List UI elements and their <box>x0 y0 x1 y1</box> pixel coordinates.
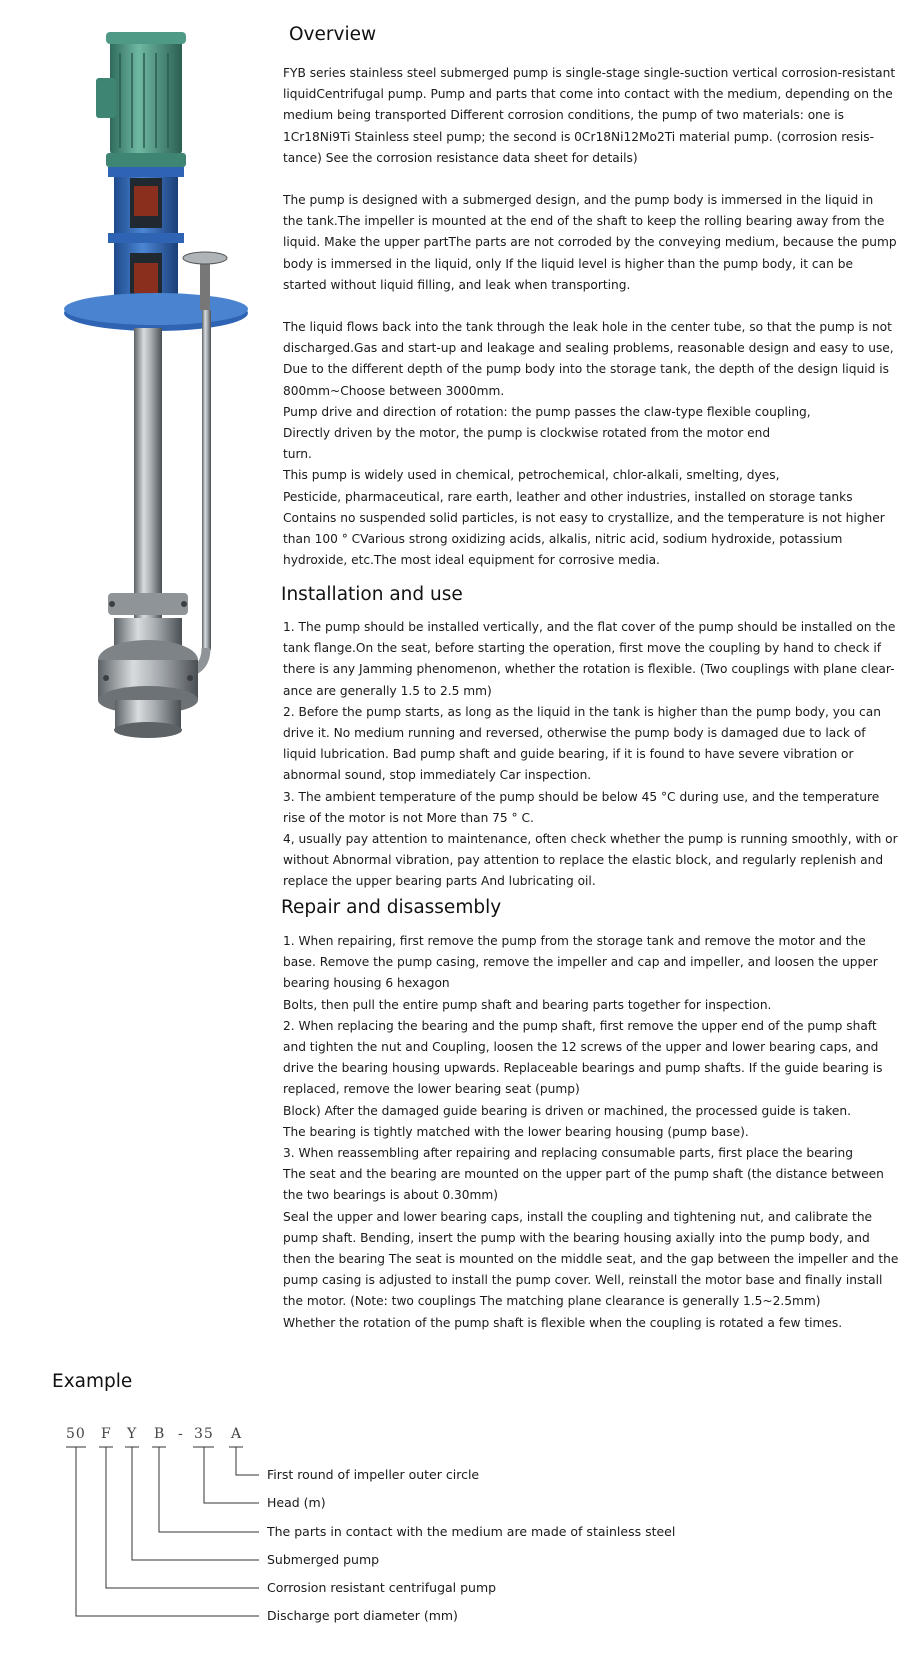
legend-stainless-steel: The parts in contact with the medium are made of stainless steel <box>267 1524 676 1539</box>
legend-impeller-outer-circle: First round of impeller outer circle <box>267 1467 480 1482</box>
code-35: 35 <box>194 1426 214 1442</box>
pump-image <box>60 28 270 768</box>
legend-submerged-pump: Submerged pump <box>267 1552 380 1567</box>
overview-paragraph-1: FYB series stainless steel submerged pump is single-stage single-suction vertical corrosion-resistant liquidCentrifugal pump. Pump and parts that come into contact with the medium, depending on the medium being transported Different corrosion conditions, the pump of two materials: one is 1Cr18Ni9Ti Stainless steel pump; the second is 0Cr18Ni12Mo2Ti material pump. (corrosion resis- tance) See the corrosion resistance data sheet for details) <box>283 66 896 165</box>
repair-heading: Repair and disassembly <box>281 897 502 918</box>
code-f: F <box>101 1426 112 1442</box>
overview-paragraph-3: The liquid flows back into the tank through the leak hole in the center tube, so that the pump is not discharged.Gas and start-up and leakage and sealing problems, reasonable design and easy to use, Due to the different depth of the pump body into the storage tank, the depth of the design liquid is 800mm~Choose between 3000mm. Pump drive and direction of rotation: the pump passes the claw-type flexible coupling, Directly driven by the motor, the pump is clockwise rotated from the motor end turn. This pump is widely used in chemical, petrochemical, chlor-alkali, smelting, dyes, Pesticide, pharmaceutical, rare earth, leather and other industries, installed on storage tanks Contains no suspended solid particles, is not easy to crystallize, and the temperature is not higher than 100 ° CVarious strong oxidizing acids, alkalis, nitric acid, sodium hydroxide, potassium hydroxide, etc.The most ideal equipment for corrosive media. <box>283 320 894 568</box>
repair-text: 1. When repairing, first remove the pump from the storage tank and remove the motor and the base. Remove the pump casing, remove the impeller and cap and impeller, and loosen the upper bearing housing 6 hexagon Bolts, then pull the entire pump shaft and bearing parts together for inspection. 2. When replacing the bearing and the pump shaft, first remove the upper end of the pump shaft and tighten the nut and Coupling, loosen the 12 screws of the upper and lower bearing caps, and drive the bearing housing upwards. Replaceable bearings and pump shafts. If the guide bearing is replaced, remove the lower bearing seat (pump) Block) After the damaged guide bearing is driven or machined, the processed guide is taken. The bearing is tightly matched with the lower bearing housing (pump base). 3. When reassembling after repairing and replacing consumable parts, first place the bearing The seat and the bearing are mounted on the upper part of the pump shaft (the distance between the two bearings is about 0.30mm) Seal the upper and lower bearing caps, install the coupling and tightening nut, and calibrate the pump shaft. Bending, insert the pump with the bearing housing axially into the pump body, and then the bearing The seat is mounted on the middle seat, and the gap between the impeller and the pump casing is adjusted to install the pump cover. Well, reinstall the motor base and finally install the motor. (Note: two couplings The matching plane clearance is generally 1.5~2.5mm) Whether the rotation of the pump shaft is flexible when the coupling is rotated a few times. <box>283 934 899 1330</box>
overview-paragraph-2: The pump is designed with a submerged design, and the pump body is immersed in the liquid in the tank.The impeller is mounted at the end of the shaft to keep the rolling bearing away from the liquid. Make the upper partThe parts are not corroded by the conveying medium, because the pump body is immersed in the liquid, only If the liquid level is higher than the pump body, it can be started without liquid filling, and leak when transporting. <box>283 193 897 292</box>
code-a: A <box>231 1426 243 1442</box>
code-50: 50 <box>66 1426 86 1442</box>
installation-text: 1. The pump should be installed vertically, and the flat cover of the pump should be installed on the tank flange.On the seat, before starting the operation, first move the coupling by hand to check if there is any Jamming phenomenon, whether the rotation is flexible. (Two couplings with plane clear- ance are generally 1.5 to 2.5 mm) 2. Before the pump starts, as long as the liquid in the tank is higher than the pump body, you can drive it. No medium running and reversed, otherwise the pump body is damaged due to lack of liquid lubrication. Bad pump shaft and guide bearing, if it is found to have severe vibration or abnormal sound, stop immediately Car inspection. 3. The ambient temperature of the pump should be below 45 °C during use, and the temperature rise of the motor is not More than 75 ° C. 4, usually pay attention to maintenance, often check whether the pump is running smoothly, with or without Abnormal vibration, pay attention to replace the elastic block, and regularly replenish and replace the upper bearing parts And lubricating oil. <box>283 620 898 889</box>
code-dash: - <box>178 1426 184 1442</box>
legend-discharge-diameter: Discharge port diameter (mm) <box>267 1608 458 1623</box>
overview-heading: Overview <box>289 24 377 45</box>
code-y: Y <box>127 1426 138 1442</box>
installation-heading: Installation and use <box>281 584 463 605</box>
legend-head: Head (m) <box>267 1495 326 1510</box>
example-heading: Example <box>52 1371 133 1392</box>
code-b: B <box>154 1426 166 1442</box>
legend-centrifugal-pump: Corrosion resistant centrifugal pump <box>267 1580 497 1595</box>
